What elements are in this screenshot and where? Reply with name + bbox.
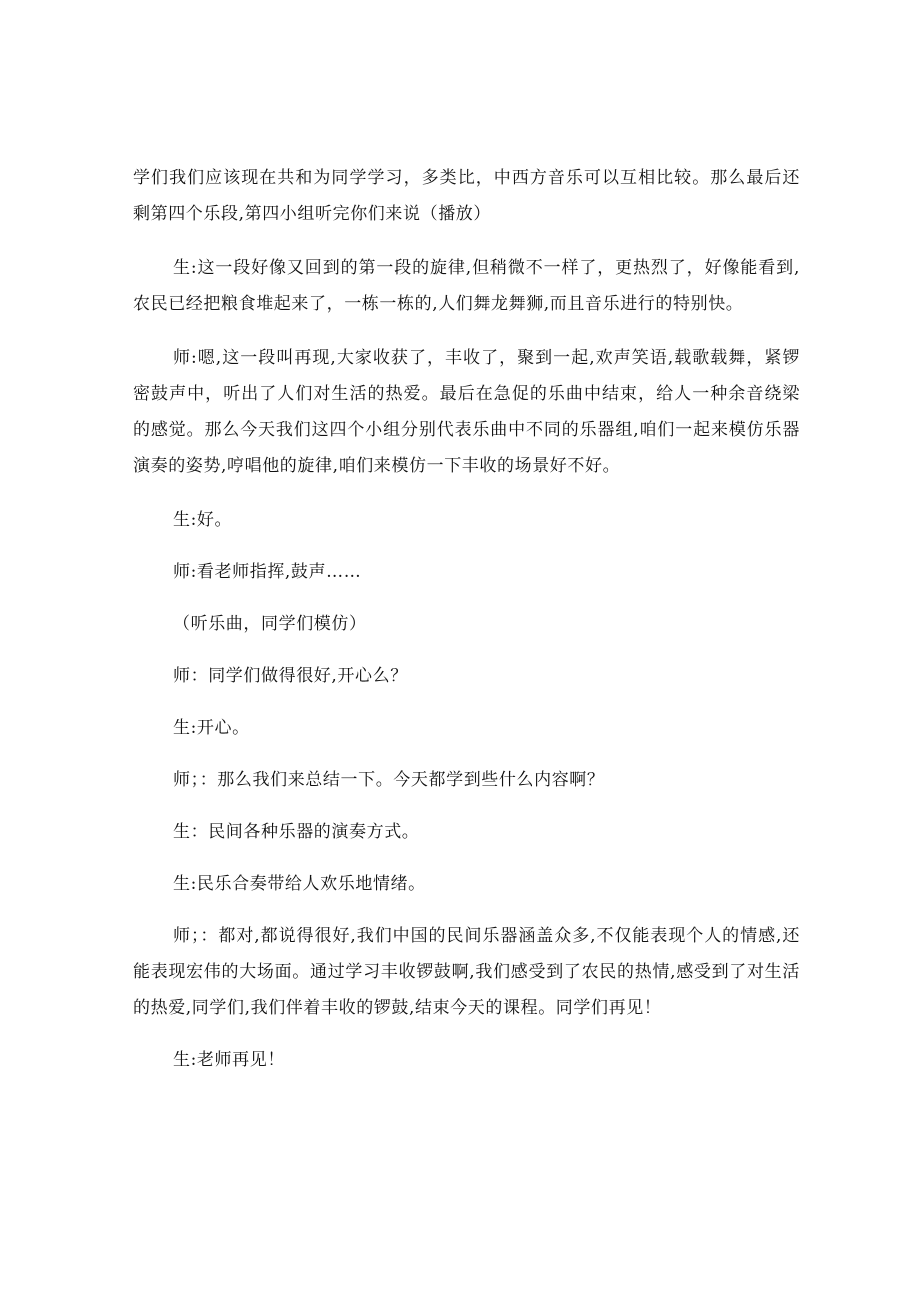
paragraph-student-goodbye: 生:老师再见！: [173, 1050, 285, 1070]
paragraph-continuation: 学们我们应该现在共和为同学学习，多类比，中西方音乐可以互相比较。那么最后还剩第四个乐段,第四小组听完你们来说（播放）: [133, 168, 800, 224]
paragraph-stage-direction: （听乐曲，同学们模仿）: [173, 614, 367, 634]
paragraph-teacher-praise: 师：同学们做得很好,开心么？: [173, 666, 408, 686]
paragraph-teacher-recap: 师:嗯,这一段叫再现,大家收获了，丰收了，聚到一起,欢声笑语,载歌载舞，紧锣密鼓声中，听出了人们对生活的热爱。最后在急促的乐曲中结束，给人一种余音绕梁的感觉。那么今天我们这四个小组分别代表乐曲中不同的乐器组,咱们一起来模仿乐器演奏的姿势,哼唱他的旋律,咱们来模仿一下丰收的场景好不好。: [133, 348, 800, 476]
paragraph-student-happy: 生:开心。: [173, 718, 250, 738]
paragraph-student-answer-1: 生：民间各种乐器的演奏方式。: [173, 822, 420, 842]
paragraph-student-fourth-section: 生:这一段好像又回到的第一段的旋律,但稍微不一样了，更热烈了，好像能看到,农民已经把粮食堆起来了，一栋一栋的,人们舞龙舞狮,而且音乐进行的特别快。: [133, 258, 800, 314]
paragraph-teacher-closing: 师；：都对,都说得很好,我们中国的民间乐器涵盖众多,不仅能表现个人的情感,还能表现宏伟的大场面。通过学习丰收锣鼓啊,我们感受到了农民的热情,感受到了对生活的热爱,同学们,我们伴着丰收的锣鼓,结束今天的课程。同学们再见！: [133, 926, 800, 1018]
paragraph-teacher-summary-question: 师；：那么我们来总结一下。今天都学到些什么内容啊？: [173, 770, 605, 790]
paragraph-teacher-conduct: 师:看老师指挥,鼓声……: [173, 562, 362, 582]
paragraph-student-agree: 生:好。: [173, 510, 233, 530]
paragraph-student-answer-2: 生:民乐合奏带给人欢乐地情绪。: [173, 874, 426, 894]
